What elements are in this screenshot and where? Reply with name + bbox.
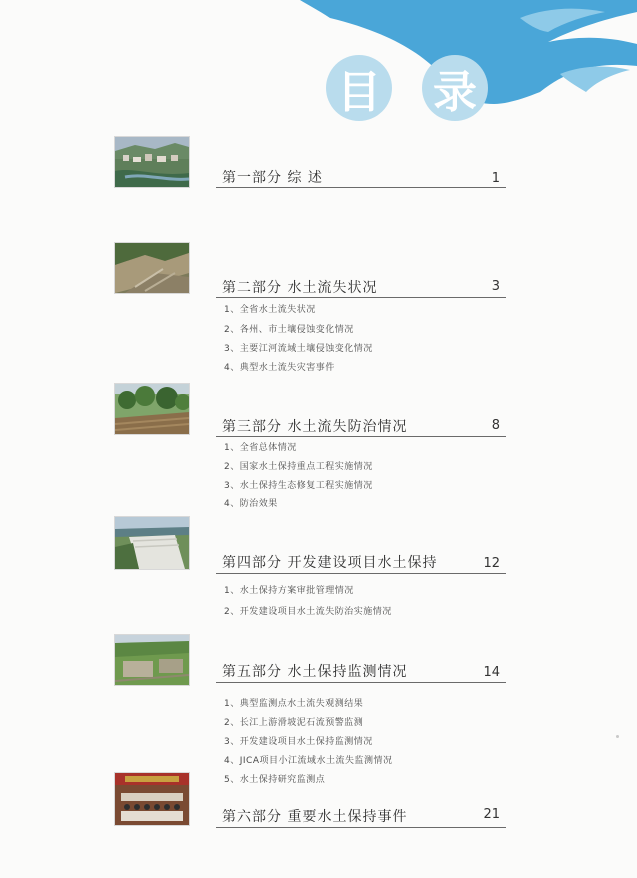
section-2-item-4[interactable]: 4、典型水土流失灾害事件 <box>224 363 335 373</box>
section-5-item-2[interactable]: 2、长江上游滑坡泥石流预警监测 <box>224 718 364 728</box>
section-5-item-1[interactable]: 1、典型监测点水土流失观测结果 <box>224 699 364 709</box>
forest-terrace-photo <box>114 383 190 435</box>
section-3-item-2[interactable]: 2、国家水土保持重点工程实施情况 <box>224 462 373 472</box>
section-3-item-4[interactable]: 4、防治效果 <box>224 499 278 509</box>
section-6-page: 21 <box>483 807 500 822</box>
section-3-rule <box>216 436 506 437</box>
contents-title <box>326 55 506 125</box>
title-char-lu: 录 <box>422 55 488 121</box>
page-speck <box>616 735 619 738</box>
city-valley-photo <box>114 136 190 188</box>
section-5-title[interactable]: 第五部分 水土保持监测情况 <box>222 664 408 680</box>
eroded-slope-photo <box>114 242 190 294</box>
header-wave-banner <box>0 0 637 150</box>
section-3-item-1[interactable]: 1、全省总体情况 <box>224 443 297 453</box>
section-5-item-3[interactable]: 3、开发建设项目水土保持监测情况 <box>224 737 373 747</box>
section-3-item-3[interactable]: 3、水土保持生态修复工程实施情况 <box>224 481 373 491</box>
section-4-rule <box>216 573 506 574</box>
section-2-page: 3 <box>491 279 500 294</box>
section-4-title[interactable]: 第四部分 开发建设项目水土保持 <box>222 555 438 571</box>
section-5-rule <box>216 682 506 683</box>
section-4-item-1[interactable]: 1、水土保持方案审批管理情况 <box>224 586 354 596</box>
section-2-rule <box>216 297 506 298</box>
section-2-title[interactable]: 第二部分 水土流失状况 <box>222 280 378 296</box>
title-char-mu: 目 <box>326 55 392 121</box>
section-4-page: 12 <box>483 556 500 571</box>
section-6-title[interactable]: 第六部分 重要水土保持事件 <box>222 809 408 825</box>
section-1-title[interactable]: 第一部分 综 述 <box>222 170 323 186</box>
section-3-title[interactable]: 第三部分 水土流失防治情况 <box>222 419 408 435</box>
section-3-page: 8 <box>491 418 500 433</box>
meeting-hall-photo <box>114 772 190 826</box>
section-1-page: 1 <box>491 171 500 186</box>
section-5-page: 14 <box>483 665 500 680</box>
section-1-rule <box>216 187 506 188</box>
section-2-item-1[interactable]: 1、全省水土流失状况 <box>224 305 316 315</box>
section-6-rule <box>216 827 506 828</box>
section-5-item-5[interactable]: 5、水土保持研究监测点 <box>224 775 326 785</box>
section-2-item-3[interactable]: 3、主要江河流域土壤侵蚀变化情况 <box>224 344 373 354</box>
section-4-item-2[interactable]: 2、开发建设项目水土流失防治实施情况 <box>224 607 392 617</box>
section-2-item-2[interactable]: 2、各州、市土壤侵蚀变化情况 <box>224 325 354 335</box>
section-5-item-4[interactable]: 4、JICA项目小江流域水土流失监测情况 <box>224 756 393 766</box>
dam-construction-photo <box>114 516 190 570</box>
monitoring-plot-photo <box>114 634 190 686</box>
